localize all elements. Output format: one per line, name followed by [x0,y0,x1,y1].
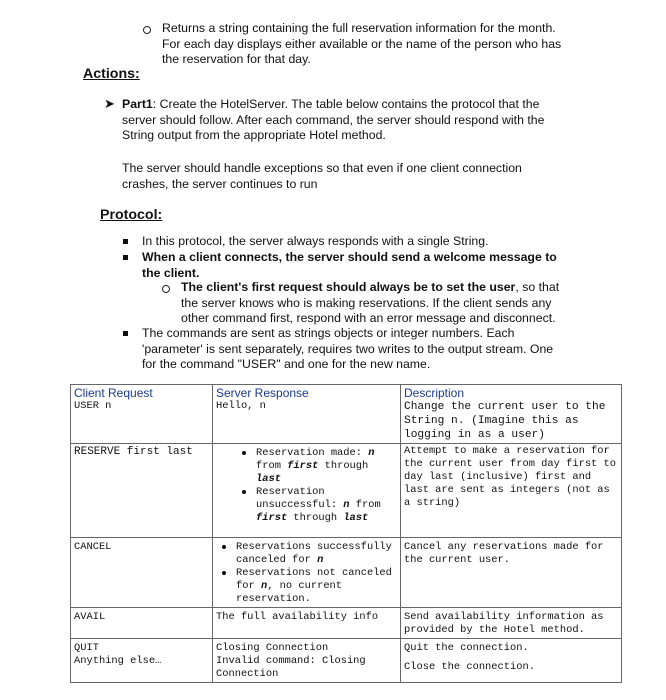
top-bullet-text [162,21,632,68]
cell-request: USER n [74,400,112,412]
cell-description: Quit the connection. [404,642,529,654]
actions-heading: Actions: [83,66,140,82]
response-list [216,541,397,606]
arrow-bullet-icon: ➤ [104,96,115,111]
protocol-bullet-3-line: The commands are sent as strings objects or integer numbers. Each [142,326,515,340]
part1-line1: : Create the HotelServer. The table below contains the protocol that the [152,97,540,111]
response-var: last [256,473,281,485]
response-text: through [287,512,344,524]
table-cell [213,444,401,538]
circle-bullet-icon [162,285,170,293]
protocol-bullet-3-line: for the command "USER" and one for the new name. [142,357,431,371]
response-text: Reservations successfully canceled for [236,541,392,566]
list-item [236,541,397,567]
table-cell [71,385,213,444]
header-description: Description [404,386,465,400]
square-bullet-icon [123,331,128,336]
response-text: Reservations not canceled for [236,567,392,592]
response-list [216,447,397,525]
cell-request: RESERVE first last [74,446,193,458]
circle-bullet-icon [143,26,151,34]
table-row [71,385,622,444]
protocol-bullet-2 [142,250,557,281]
protocol-sub-bold: The client's first request should always be to set the user [181,280,516,294]
response-text: , no current reservation. [236,580,343,605]
table-cell [71,608,213,639]
protocol-sub-rest: , so that [515,280,560,294]
part1-line [122,97,622,113]
exceptions-text [122,161,622,192]
part1-line: String output from the appropriate Hotel method. [122,128,386,142]
protocol-sub-bullet [181,280,621,327]
header-request: Client Request [74,386,153,400]
list-item [256,486,391,525]
top-bullet-line: the reservation for that day. [162,52,311,66]
response-var: n [343,499,350,511]
square-bullet-icon [123,239,128,244]
protocol-sub-line: other command first, respond with an error message and disconnect. [181,311,556,325]
response-var: last [343,512,369,524]
response-var: n [368,447,375,459]
cell-description: Attempt to make a reservation for the current user from day first to day last (inclusive) first and last are sent as integers (not as a string) [404,445,617,509]
response-var: first [287,460,319,472]
square-bullet-icon [123,255,128,260]
protocol-heading: Protocol: [100,207,163,223]
table-cell [401,444,622,538]
cell-request: Anything else… [74,655,162,667]
table-cell [71,444,213,538]
table-cell [71,639,213,683]
cell-description: Close the connection. [404,661,535,673]
table-row [71,538,622,608]
response-var: first [256,512,288,524]
response-var: n [260,580,268,592]
header-response: Server Response [216,386,309,400]
protocol-table [70,384,622,683]
response-text: from [256,460,288,472]
protocol-bullet-3-line: 'parameter' is sent separately, requires two writes to the output stream. One [142,341,554,356]
table-row [71,639,622,683]
cell-response: The full availability info [216,611,379,623]
cell-description: Change the current user to the String n. (Imagine this as logging in as a user) [404,401,606,441]
table-cell [213,538,401,608]
table-cell [213,608,401,639]
table-cell [71,538,213,608]
cell-response: Closing Connection [216,642,329,654]
protocol-bullet-1: In this protocol, the server always responds with a single String. [142,234,489,248]
cell-description: Send availability information as provided by the Hotel method. [404,611,604,636]
cell-request: AVAIL [74,611,106,623]
protocol-bullet-2-line: When a client connects, the server should send a welcome message to [142,250,557,264]
protocol-sub-line: the server knows who is making reservations. If the client sends any [181,295,552,310]
table-cell [401,608,622,639]
table-cell [213,639,401,683]
protocol-sub-line [181,280,621,296]
cell-description: Cancel any reservations made for the current user. [404,541,604,566]
exceptions-line: crashes, the server continues to run [122,176,318,191]
table-cell [401,639,622,683]
protocol-bullet-3 [142,326,612,373]
cell-response: Invalid command: Closing Connection [216,655,366,680]
table-row [71,608,622,639]
part1-line: server should follow. After each command, the server should respond with the [122,112,545,127]
exceptions-line: The server should handle exceptions so that even if one client connection [122,161,522,175]
cell-request: CANCEL [74,541,112,553]
cell-request: QUIT [74,642,99,654]
table-cell [401,385,622,444]
table-row [71,444,622,538]
protocol-bullet-2-line: the client. [142,265,200,280]
response-text: through [318,460,369,472]
top-bullet-line: Returns a string containing the full reservation information for the month. [162,21,556,35]
response-var: n [317,554,324,566]
table-cell [401,538,622,608]
response-text: Reservation made: [256,447,369,459]
response-text: from [349,499,381,511]
response-text: Reservation unsuccessful: [256,486,344,511]
list-item [256,447,391,486]
part1-label: Part1 [122,97,153,111]
part1-text [122,97,622,144]
table-cell [213,385,401,444]
top-bullet-line: For each day displays either available or the name of the person who has [162,36,562,51]
cell-response: Hello, n [216,400,266,412]
list-item [236,567,397,606]
